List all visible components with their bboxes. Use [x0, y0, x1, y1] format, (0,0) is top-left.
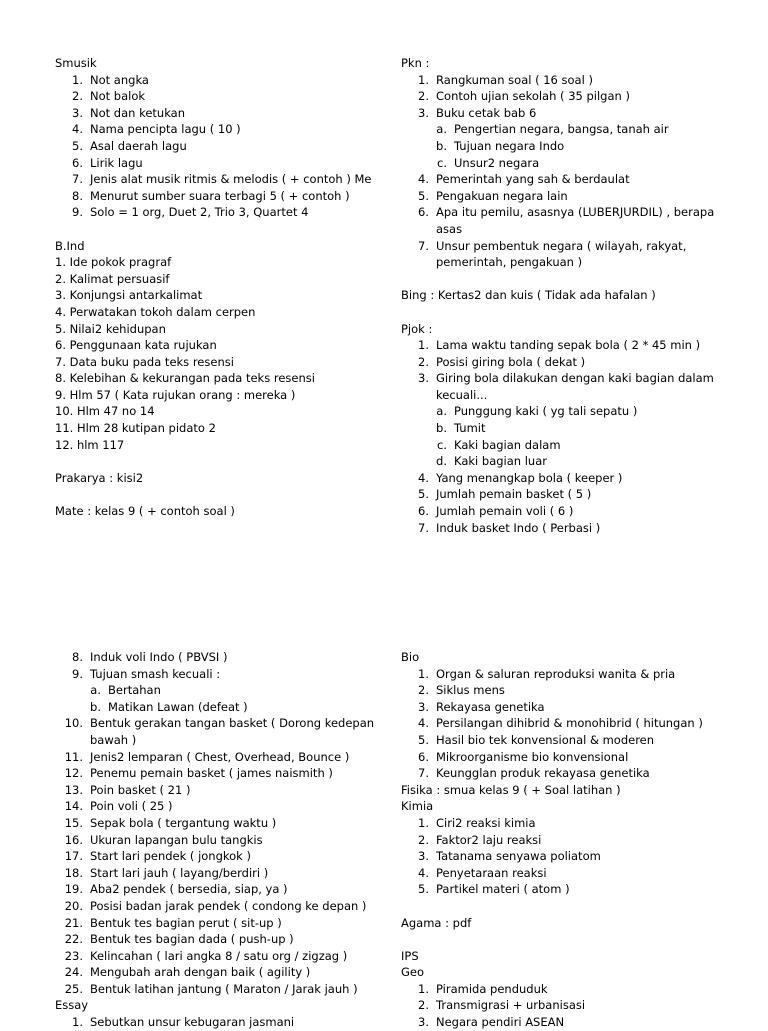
list-line: [55, 782, 385, 799]
list-text: asas: [436, 221, 463, 236]
list-text: Not angka: [90, 72, 149, 87]
list-line: [55, 931, 385, 948]
list-text: Sebutkan unsur kebugaran jasmani: [90, 1015, 295, 1030]
list-line: [55, 832, 385, 849]
list-line: [401, 337, 731, 354]
list-text: Jenis2 lemparan ( Chest, Overhead, Bounce ): [90, 749, 350, 764]
list-number: 3.: [418, 699, 429, 714]
list-number: a.: [436, 122, 447, 137]
list-line: [55, 981, 385, 998]
list-line: [401, 486, 731, 503]
list-text: 7. Data buku pada teks resensi: [55, 354, 234, 369]
list-text: IPS: [401, 948, 419, 963]
list-number: 14.: [64, 799, 83, 814]
list-line: [401, 749, 731, 766]
list-line: [55, 486, 385, 503]
list-text: Matikan Lawan (defeat ): [108, 699, 248, 714]
list-number: 4.: [418, 865, 429, 880]
list-line: [55, 337, 385, 354]
list-number: 8.: [72, 650, 83, 664]
list-text: Unsur2 negara: [454, 155, 540, 170]
list-line: [401, 832, 731, 849]
list-line: [55, 304, 385, 321]
list-line: [55, 437, 385, 454]
list-number: 9.: [72, 666, 83, 681]
list-text: 4. Perwatakan tokoh dalam cerpen: [55, 304, 256, 319]
list-line: [55, 765, 385, 782]
list-text: Jumlah pemain voli ( 6 ): [436, 504, 574, 519]
list-line: [401, 88, 731, 105]
list-text: Not balok: [90, 89, 146, 104]
list-line: [55, 72, 385, 89]
list-text: Solo = 1 org, Duet 2, Trio 3, Quartet 4: [90, 205, 309, 220]
list-number: 3.: [72, 105, 83, 120]
list-text: 5. Nilai2 kehidupan: [55, 321, 166, 336]
list-line: [55, 881, 385, 898]
list-number: 12.: [64, 766, 83, 781]
list-text: Rekayasa genetika: [436, 699, 545, 714]
list-number: a.: [90, 683, 101, 698]
list-text: Tujuan negara Indo: [454, 138, 565, 153]
list-line: [55, 715, 385, 732]
list-text: Piramida penduduk: [436, 981, 548, 996]
list-line: [401, 387, 731, 404]
list-number: 24.: [64, 965, 83, 980]
list-line: [401, 848, 731, 865]
list-text: Organ & saluran reproduksi wanita & pria: [436, 666, 676, 681]
list-line: [401, 221, 731, 238]
list-line: [401, 420, 731, 437]
list-text: Penemu pemain basket ( james naismith ): [90, 766, 333, 781]
list-line: [401, 155, 731, 172]
list-line: [55, 271, 385, 288]
list-text: Penyetaraan reaksi: [436, 865, 547, 880]
list-text: 11. Hlm 28 kutipan pidato 2: [55, 421, 216, 436]
list-number: 18.: [64, 865, 83, 880]
list-number: 2.: [418, 354, 429, 369]
list-line: [401, 915, 731, 932]
list-number: 2.: [418, 683, 429, 698]
top-right-column: [401, 55, 731, 536]
list-number: 4.: [418, 470, 429, 485]
list-line: [55, 453, 385, 470]
list-text: Poin voli ( 25 ): [90, 799, 173, 814]
list-line: [401, 997, 731, 1014]
list-text: Partikel materi ( atom ): [436, 882, 570, 897]
list-text: Contoh ujian sekolah ( 35 pilgan ): [436, 89, 630, 104]
list-number: 25.: [64, 981, 83, 996]
list-number: 1.: [418, 666, 429, 681]
list-number: a.: [436, 404, 447, 419]
list-text: Kelincahan ( lari angka 8 / satu org / zigzag ): [90, 948, 348, 963]
list-text: Not dan ketukan: [90, 105, 186, 120]
list-text: Essay: [55, 998, 89, 1013]
list-number: 9.: [72, 205, 83, 220]
list-text: 1. Ide pokok pragraf: [55, 255, 172, 270]
list-line: [55, 948, 385, 965]
list-number: 4.: [72, 122, 83, 137]
list-line: [55, 1014, 385, 1031]
list-text: Induk voli Indo ( PBVSI ): [90, 650, 228, 664]
list-line: [401, 204, 731, 221]
list-number: 11.: [64, 749, 83, 764]
list-number: b.: [436, 138, 447, 153]
list-line: [401, 948, 731, 965]
list-number: 22.: [64, 932, 83, 947]
list-number: 7.: [72, 172, 83, 187]
list-number: 1.: [418, 981, 429, 996]
list-text: Jumlah pemain basket ( 5 ): [436, 487, 592, 502]
list-text: Geo: [401, 965, 425, 980]
list-number: 16.: [64, 832, 83, 847]
list-text: Bentuk tes bagian dada ( push-up ): [90, 932, 294, 947]
list-text: Prakarya : kisi2: [55, 470, 144, 485]
list-text: 6. Penggunaan kata rujukan: [55, 338, 217, 353]
list-text: Mengubah arah dengan baik ( agility ): [90, 965, 311, 980]
list-text: Agama : pdf: [401, 915, 472, 930]
list-line: [401, 72, 731, 89]
list-line: [55, 138, 385, 155]
list-line: [401, 931, 731, 948]
list-line: [55, 370, 385, 387]
list-text: Bentuk tes bagian perut ( sit-up ): [90, 915, 282, 930]
list-text: Tujuan smash kecuali :: [90, 666, 221, 681]
list-number: 1.: [418, 72, 429, 87]
list-line: [55, 964, 385, 981]
list-line: [55, 898, 385, 915]
list-text: Poin basket ( 21 ): [90, 782, 191, 797]
list-line: [55, 470, 385, 487]
list-line: [55, 815, 385, 832]
list-text: Pemerintah yang sah & berdaulat: [436, 172, 630, 187]
list-text: 2. Kalimat persuasif: [55, 271, 170, 286]
list-line: [55, 503, 385, 520]
list-text: Apa itu pemilu, asasnya (LUBERJURDIL) , berapa: [436, 205, 715, 220]
list-text: 12. hlm 117: [55, 437, 125, 452]
list-text: 10. Hlm 47 no 14: [55, 404, 155, 419]
bottom-left-column: [55, 649, 385, 1031]
list-text: Kaki bagian dalam: [454, 437, 561, 452]
list-text: Induk basket Indo ( Perbasi ): [436, 520, 601, 535]
list-line: [401, 354, 731, 371]
list-text: Keungglan produk rekayasa genetika: [436, 766, 650, 781]
list-text: Mikroorganisme bio konvensional: [436, 749, 629, 764]
list-line: [55, 387, 385, 404]
list-line: [55, 238, 385, 255]
list-line: [401, 238, 731, 255]
list-line: [55, 188, 385, 205]
list-line: [401, 765, 731, 782]
list-text: Mate : kelas 9 ( + contoh soal ): [55, 504, 235, 519]
list-line: [401, 171, 731, 188]
list-line: [401, 666, 731, 683]
list-line: [401, 782, 731, 799]
list-number: 2.: [418, 998, 429, 1013]
list-number: 5.: [418, 732, 429, 747]
list-line: [401, 271, 731, 288]
list-line: [55, 403, 385, 420]
list-text: Faktor2 laju reaksi: [436, 832, 542, 847]
list-text: Fisika : smua kelas 9 ( + Soal latihan ): [401, 782, 621, 797]
list-text: pemerintah, pengakuan ): [436, 255, 583, 270]
list-number: 6.: [418, 749, 429, 764]
list-text: Tumit: [454, 421, 486, 436]
list-text: Pengakuan negara lain: [436, 188, 568, 203]
list-text: Ukuran lapangan bulu tangkis: [90, 832, 263, 847]
list-number: 1.: [418, 815, 429, 830]
list-number: 19.: [64, 882, 83, 897]
list-number: 3.: [418, 371, 429, 386]
list-text: kecuali...: [436, 387, 488, 402]
list-text: Buku cetak bab 6: [436, 105, 537, 120]
top-left-column: [55, 55, 385, 520]
list-text: 8. Kelebihan & kekurangan pada teks resensi: [55, 371, 315, 386]
list-text: 3. Konjungsi antarkalimat: [55, 288, 203, 303]
list-line: [401, 815, 731, 832]
list-text: 9. Hlm 57 ( Kata rujukan orang : mereka ): [55, 387, 296, 402]
list-text: Bio: [401, 650, 420, 664]
list-number: 20.: [64, 898, 83, 913]
list-number: 6.: [418, 504, 429, 519]
list-line: [401, 105, 731, 122]
list-number: 7.: [418, 520, 429, 535]
list-text: Hasil bio tek konvensional & moderen: [436, 732, 655, 747]
list-number: 3.: [418, 849, 429, 864]
list-line: [55, 915, 385, 932]
list-text: Posisi giring bola ( dekat ): [436, 354, 586, 369]
list-number: 17.: [64, 849, 83, 864]
list-line: [55, 88, 385, 105]
list-line: [55, 204, 385, 221]
list-text: Unsur pembentuk negara ( wilayah, rakyat,: [436, 238, 687, 253]
list-number: c.: [437, 155, 447, 170]
list-text: Aba2 pendek ( bersedia, siap, ya ): [90, 882, 288, 897]
list-text: Asal daerah lagu: [90, 138, 187, 153]
list-line: [401, 732, 731, 749]
list-line: [401, 55, 731, 72]
list-number: 3.: [418, 1015, 429, 1030]
list-line: [401, 715, 731, 732]
list-text: Lama waktu tanding sepak bola ( 2 * 45 min ): [436, 338, 701, 353]
list-line: [401, 682, 731, 699]
list-line: [55, 221, 385, 238]
list-number: b.: [90, 699, 101, 714]
list-line: [55, 848, 385, 865]
list-line: [401, 470, 731, 487]
list-line: [55, 732, 385, 749]
list-line: [55, 254, 385, 271]
list-line: [401, 520, 731, 537]
list-number: 6.: [418, 205, 429, 220]
list-text: Kaki bagian luar: [454, 454, 547, 469]
list-text: Yang menangkap bola ( keeper ): [436, 470, 623, 485]
list-text: Siklus mens: [436, 683, 505, 698]
list-text: Kimia: [401, 799, 434, 814]
list-line: [401, 964, 731, 981]
list-line: [401, 403, 731, 420]
list-number: 4.: [418, 172, 429, 187]
list-line: [55, 55, 385, 72]
list-line: [55, 420, 385, 437]
list-line: [55, 105, 385, 122]
list-line: [55, 749, 385, 766]
list-line: [55, 865, 385, 882]
list-line: [401, 898, 731, 915]
list-text: Start lari jauh ( layang/berdiri ): [90, 865, 269, 880]
list-text: Lirik lagu: [90, 155, 143, 170]
list-line: [401, 370, 731, 387]
list-number: c.: [437, 437, 447, 452]
list-number: 1.: [72, 72, 83, 87]
list-text: Tatanama senyawa poliatom: [436, 849, 601, 864]
list-line: [55, 171, 385, 188]
list-text: Pengertian negara, bangsa, tanah air: [454, 122, 669, 137]
list-line: [401, 865, 731, 882]
list-line: [55, 155, 385, 172]
list-number: 1.: [418, 338, 429, 353]
list-text: Rangkuman soal ( 16 soal ): [436, 72, 593, 87]
list-text: Giring bola dilakukan dengan kaki bagian dalam: [436, 371, 714, 386]
list-line: [401, 699, 731, 716]
list-text: Smusik: [55, 56, 97, 70]
list-text: Persilangan dihibrid & monohibrid ( hitungan ): [436, 716, 703, 731]
list-text: Pjok :: [401, 321, 433, 336]
list-number: 21.: [64, 915, 83, 930]
list-line: [55, 666, 385, 683]
list-line: [401, 287, 731, 304]
list-text: Negara pendiri ASEAN: [436, 1015, 565, 1030]
list-line: [55, 321, 385, 338]
list-line: [55, 699, 385, 716]
list-number: d.: [436, 454, 447, 469]
list-text: Posisi badan jarak pendek ( condong ke depan ): [90, 898, 367, 913]
list-text: Start lari pendek ( jongkok ): [90, 849, 251, 864]
list-line: [55, 798, 385, 815]
list-number: 4.: [418, 716, 429, 731]
list-number: 8.: [72, 188, 83, 203]
list-line: [55, 121, 385, 138]
list-text: Bertahan: [108, 683, 161, 698]
list-line: [401, 321, 731, 338]
list-line: [401, 798, 731, 815]
list-line: [401, 503, 731, 520]
list-number: 1.: [72, 1015, 83, 1030]
list-text: Bentuk gerakan tangan basket ( Dorong kedepan: [90, 716, 375, 731]
list-line: [401, 981, 731, 998]
list-text: bawah ): [90, 732, 137, 747]
list-text: Punggung kaki ( yg tali sepatu ): [454, 404, 638, 419]
list-number: 2.: [418, 89, 429, 104]
list-text: Menurut sumber suara terbagi 5 ( + contoh ): [90, 188, 350, 203]
list-number: 23.: [64, 948, 83, 963]
list-number: 2.: [72, 89, 83, 104]
list-line: [401, 881, 731, 898]
list-number: 5.: [418, 882, 429, 897]
list-line: [55, 682, 385, 699]
list-line: [401, 188, 731, 205]
list-number: b.: [436, 421, 447, 436]
list-text: Bentuk latihan jantung ( Maraton / Jarak jauh ): [90, 981, 358, 996]
list-text: B.Ind: [55, 238, 85, 253]
list-line: [401, 437, 731, 454]
list-number: 13.: [64, 782, 83, 797]
list-number: 7.: [418, 238, 429, 253]
list-text: Nama pencipta lagu ( 10 ): [90, 122, 241, 137]
list-text: Bing : Kertas2 dan kuis ( Tidak ada hafalan ): [401, 288, 656, 303]
list-line: [55, 997, 385, 1014]
list-text: Transmigrasi + urbanisasi: [436, 998, 586, 1013]
list-number: 5.: [72, 138, 83, 153]
list-number: 3.: [418, 105, 429, 120]
list-line: [55, 354, 385, 371]
list-line: [401, 138, 731, 155]
list-number: 5.: [418, 487, 429, 502]
list-line: [401, 1014, 731, 1031]
list-number: 10.: [64, 716, 83, 731]
list-line: [401, 304, 731, 321]
list-line: [401, 254, 731, 271]
list-text: Pkn :: [401, 56, 430, 70]
list-text: Ciri2 reaksi kimia: [436, 815, 536, 830]
bottom-right-column: [401, 649, 731, 1031]
list-number: 7.: [418, 766, 429, 781]
list-line: [401, 453, 731, 470]
list-line: [401, 121, 731, 138]
list-number: 2.: [418, 832, 429, 847]
list-line: [55, 287, 385, 304]
list-number: 15.: [64, 815, 83, 830]
list-number: 5.: [418, 188, 429, 203]
list-line: [55, 649, 385, 666]
list-text: Sepak bola ( tergantung waktu ): [90, 815, 277, 830]
list-text: Jenis alat musik ritmis & melodis ( + contoh ) Me: [90, 172, 372, 187]
list-number: 6.: [72, 155, 83, 170]
list-line: [401, 649, 731, 666]
